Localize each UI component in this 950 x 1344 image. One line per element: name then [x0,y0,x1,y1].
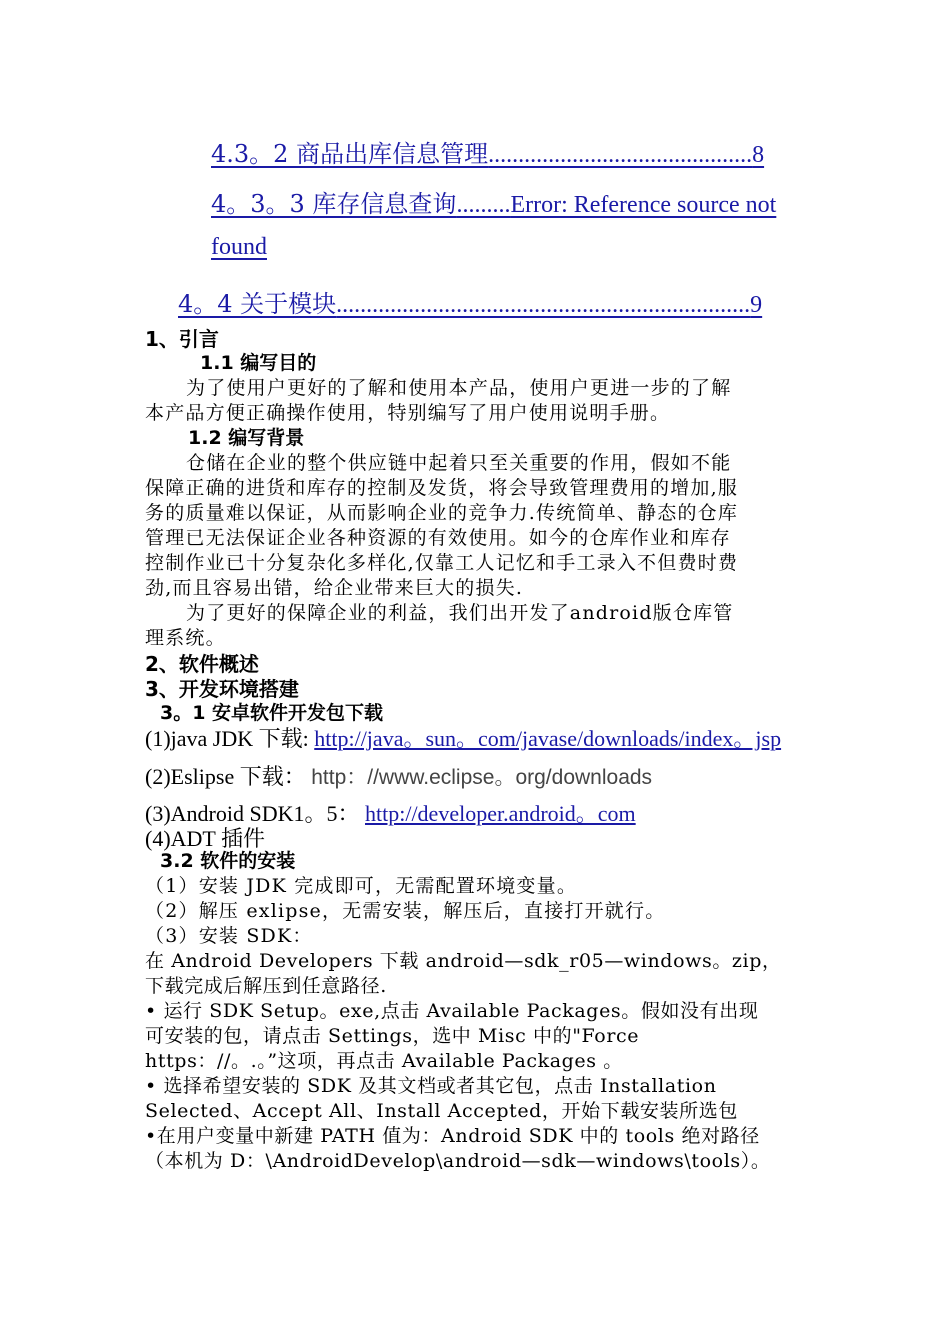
eclipse-download-url: http：//www.eclipse。org/downloads [311,766,653,789]
subsection-3-1-heading: 3。1 安卓软件开发包下载 [160,702,384,724]
jdk-download-line [145,722,781,753]
bullet-line: •在用户变量中新建 PATH 值为：Android SDK 中的 tools 绝对路径 [145,1125,760,1147]
toc-entry-4-4[interactable] [178,284,762,319]
toc-label: 4。3。3 库存信息查询 [211,190,457,218]
toc-leader-dots: ..................................................................... [336,292,751,318]
bullet-line: https：//。.。”这项，再点击 Available Packages 。 [145,1050,623,1072]
subsection-3-2-heading: 3.2 软件的安装 [160,850,296,872]
section-1-heading: 1、引言 [145,327,219,351]
paragraph-line: 理系统。 [145,627,226,649]
jdk-label: (1)java JDK 下载: [145,726,309,751]
toc-entry-4-3-3[interactable] [211,184,776,219]
paragraph-line: 务的质量难以保证，从而影响企业的竞争力.传统简单、静态的仓库 [145,502,739,524]
paragraph-line: 仓储在企业的整个供应链中起着只至关重要的作用，假如不能 [186,452,732,474]
install-step-3: （3）安装 SDK： [145,925,313,947]
toc-entry-4-3-2[interactable] [211,134,764,169]
sdk-download-link[interactable]: http://developer.android。com [365,801,636,826]
subsection-1-1-heading: 1.1 编写目的 [200,352,317,374]
paragraph-line: 管理已无法保证企业各种资源的有效使用。如今的仓库作业和库存 [145,527,731,549]
toc-label: 4。4 关于模块 [178,290,337,318]
subsection-1-2-heading: 1.2 编写背景 [188,427,305,449]
adt-plugin-line: (4)ADT 插件 [145,826,265,851]
paragraph-line: 保障正确的进货和库存的控制及发货，将会导致管理费用的增加,服 [145,477,739,499]
install-step-1: （1）安装 JDK 完成即可，无需配置环境变量。 [145,875,578,897]
paragraph-line: 本产品方便正确操作使用，特别编写了用户使用说明手册。 [145,402,671,424]
bullet-line: 可安装的包，请点击 Settings，选中 Misc 中的"Force [145,1025,640,1047]
paragraph-line: 下载完成后解压到任意路径. [145,975,387,997]
section-2-heading: 2、软件概述 [145,652,259,676]
toc-error-text-continued[interactable]: found [211,234,267,260]
bullet-line: • 选择希望安装的 SDK 及其文档或者其它包，点击 Installation [145,1075,717,1097]
paragraph-line: 为了使用户更好的了解和使用本产品，使用户更进一步的了解 [186,377,732,399]
eclipse-download-line [145,760,652,791]
toc-page-number: 8 [752,142,765,168]
bullet-line: （本机为 D：\AndroidDevelop\android—sdk—windows\tools）。 [145,1150,771,1172]
toc-page-number: 9 [750,292,763,318]
sdk-label: (3)Android SDK1。5： [145,801,360,826]
jdk-download-link[interactable]: http://java。sun。com/javase/downloads/index。jsp [314,726,782,751]
bullet-line: • 运行 SDK Setup。exe,点击 Available Packages。假如没有出现 [145,1000,759,1022]
toc-leader-dots: ......... [456,192,511,218]
install-step-2: （2）解压 exlipse，无需安装，解压后，直接打开就行。 [145,900,666,922]
paragraph-line: 在 Android Developers 下载 android—sdk_r05—windows。zip， [145,950,782,972]
paragraph-line: 劲,而且容易出错，给企业带来巨大的损失. [145,577,524,599]
eclipse-label: (2)Eslipse 下载： [145,764,306,789]
paragraph-line: 为了更好的保障企业的利益，我们出开发了android版仓库管 [186,602,734,624]
toc-leader-dots: ............................................ [488,142,753,168]
section-3-heading: 3、开发环境搭建 [145,677,299,701]
toc-error-text: Error: Reference source not [510,192,777,218]
paragraph-line: 控制作业已十分复杂化多样化,仅靠工人记忆和手工录入不但费时费 [145,552,739,574]
bullet-line: Selected、Accept All、Install Accepted，开始下载安装所选包 [145,1100,738,1122]
toc-label: 4.3。2 商品出库信息管理 [211,140,489,168]
